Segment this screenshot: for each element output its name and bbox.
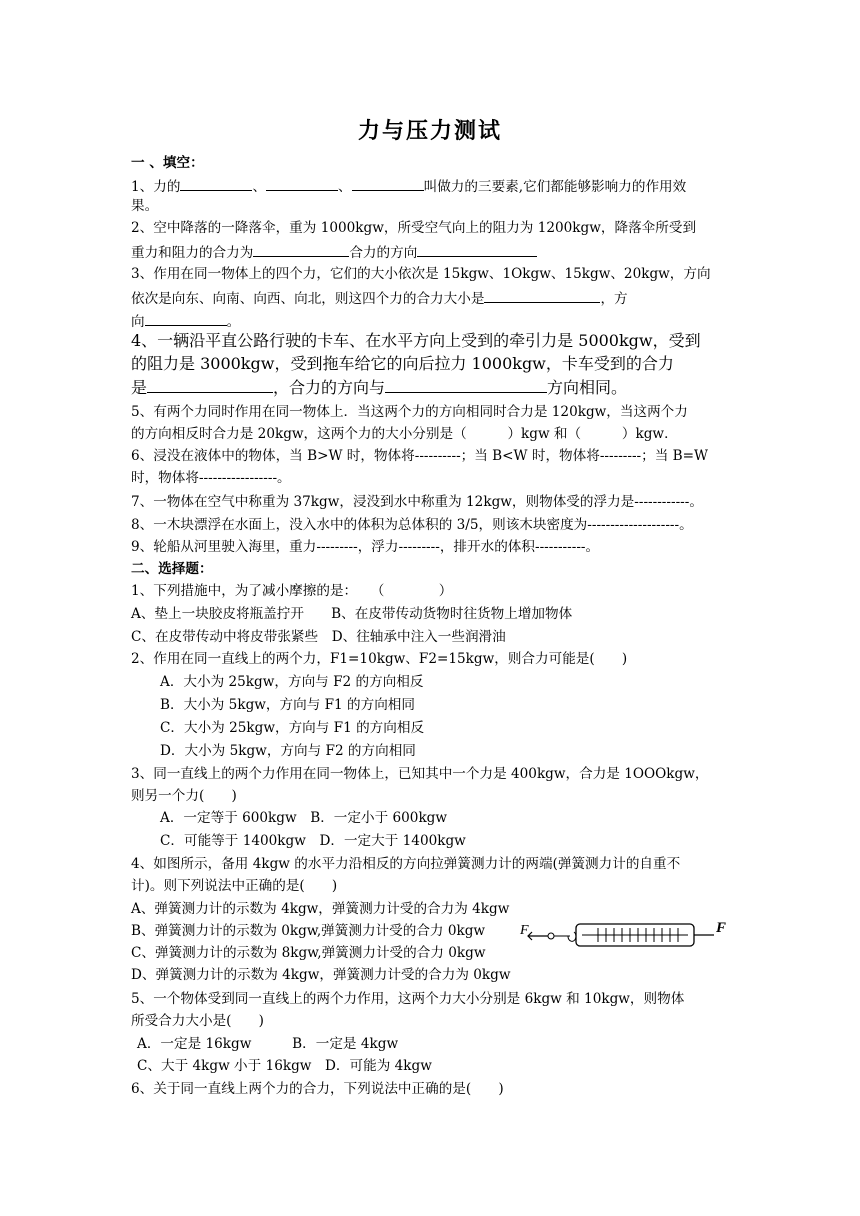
mc-4-option-c: C、弹簧测力计的示数为 8kgw,弹簧测力计受的合力 0kgw: [131, 945, 486, 961]
mc-4-option-b: B、弹簧测力计的示数为 0kgw,弹簧测力计受的合力 0kgw: [131, 923, 486, 939]
force-label-left: F: [520, 923, 529, 938]
q3-prefix: 依次是向东、向南、向西、向北，则这四个力的合力大小是: [131, 291, 485, 307]
q4-blank-1[interactable]: [147, 378, 273, 393]
question-3-line-1: 3、作用在同一物体上的四个力，它们的大小依次是 15kgw、1Okgw、15kgw、20kgw，方向: [131, 266, 711, 282]
q3-prefix-3: 向: [131, 314, 145, 330]
hook-left-icon: [548, 933, 554, 939]
mc-3-stem-1: 3、同一直线上的两个力作用在同一物体上，已知其中一个力是 400kgw，合力是 1OOOkgw，: [131, 766, 709, 782]
question-5-line-2: 的方向相反时合力是 20kgw，这两个力的大小分别是（ ）kgw 和（ ）kgw．: [131, 426, 678, 442]
q3-blank-1[interactable]: [484, 288, 600, 303]
q2-prefix: 重力和阻力的合力为: [131, 245, 254, 261]
q1-sep-2: 、: [338, 179, 352, 195]
q4-mid: ，合力的方向与: [273, 378, 386, 397]
question-1: [131, 176, 686, 196]
question-6-line-1: 6、浸没在液体中的物体，当 B>W 时，物体将----------；当 B<W 时，物体将---------；当 B=W: [131, 448, 709, 464]
q3-suffix-3: 。: [226, 314, 241, 330]
q4-suffix: 方向相同。: [547, 378, 628, 397]
mc-3-options-ab: A．一定等于 600kgw B．一定小于 600kgw: [160, 810, 448, 826]
page-title: 力与压力测试: [357, 119, 502, 144]
question-4-line-1: 4、一辆沿平直公路行驶的卡车、在水平方向上受到的牵引力是 5000kgw，受到: [131, 331, 701, 350]
mc-6-stem: 6、关于同一直线上两个力的合力，下列说法中正确的是( ): [131, 1081, 504, 1097]
question-9: 9、轮船从河里驶入海里，重力---------，浮力---------，排开水的体积-----------。: [131, 539, 600, 555]
spring-scale-figure: [518, 914, 736, 954]
q1-blank-2[interactable]: [266, 176, 338, 191]
q1-blank-1[interactable]: [180, 176, 252, 191]
q1-prefix: 1、力的: [131, 179, 181, 195]
question-6-line-2: 时，物体将-----------------。: [131, 470, 291, 486]
mc-5-stem-1: 5、一个物体受到同一直线上的两个力作用，这两个力大小分别是 6kgw 和 10kgw，则物体: [131, 991, 685, 1007]
q2-blank-2[interactable]: [417, 242, 537, 257]
mc-2-stem: 2、作用在同一直线上的两个力，F1=10kgw、F2=15kgw，则合力可能是( ): [131, 651, 628, 667]
section-heading-fill-in: 一 、填空：: [131, 155, 204, 171]
question-3-line-3: [131, 311, 240, 331]
question-1-cont: 果。: [131, 198, 159, 214]
question-3-line-2: [131, 288, 628, 308]
q3-blank-2[interactable]: [145, 311, 227, 326]
ring-icon: [568, 932, 576, 941]
mc-4-option-d: D、弹簧测力计的示数为 4kgw，弹簧测力计受的合力为 0kgw: [131, 967, 511, 983]
mc-5-options-cd: C、大于 4kgw 小于 16kgw D．可能为 4kgw: [137, 1058, 432, 1074]
question-4-line-2: 的阻力是 3000kgw，受到拖车给它的向后拉力 1000kgw，卡车受到的合力: [131, 354, 674, 373]
question-4-line-3: [131, 378, 627, 397]
mc-5-options-ab: A．一定是 16kgw B．一定是 4kgw: [137, 1036, 399, 1052]
q4-prefix: 是: [131, 378, 148, 397]
q1-blank-3[interactable]: [352, 176, 424, 191]
q3-suffix: ，方: [600, 291, 628, 307]
question-2-line-2: [131, 242, 537, 262]
mc-4-stem-2: 计)。则下列说法中正确的是( ): [131, 878, 338, 894]
mc-2-option-b: B．大小为 5kgw，方向与 F1 的方向相同: [160, 697, 415, 713]
mc-4-stem-1: 4、如图所示，备用 4kgw 的水平力沿相反的方向拉弹簧测力计的两端(弹簧测力计的自重不: [131, 856, 681, 872]
mc-3-options-cd: C．可能等于 1400kgw D．一定大于 1400kgw: [160, 833, 466, 849]
section-heading-multiple-choice: 二、选择题：: [131, 561, 213, 577]
q1-sep-1: 、: [252, 179, 267, 195]
mc-3-stem-2: 则另一个力( ): [131, 788, 237, 804]
mc-2-option-c: C．大小为 25kgw，方向与 F1 的方向相反: [160, 720, 425, 736]
mc-2-option-a: A．大小为 25kgw，方向与 F2 的方向相反: [160, 674, 424, 690]
question-5-line-1: 5、有两个力同时作用在同一物体上．当这两个力的方向相同时合力是 120kgw，当这两个力: [131, 404, 688, 420]
mc-5-stem-2: 所受合力大小是( ): [131, 1013, 264, 1029]
q4-blank-2[interactable]: [385, 378, 547, 393]
mc-2-option-d: D．大小为 5kgw，方向与 F2 的方向相同: [160, 743, 416, 759]
question-8: 8、一木块漂浮在水面上，没入水中的体积为总体积的 3/5，则该木块密度为--------------------。: [131, 517, 693, 533]
mc-1-stem: 1、下列措施中，为了减小摩擦的是： （ ）: [131, 583, 453, 599]
q2-blank-1[interactable]: [253, 242, 349, 257]
question-7: 7、一物体在空气中称重为 37kgw，浸没到水中称重为 12kgw，则物体受的浮力是------------。: [131, 494, 703, 510]
force-label-right: F: [716, 920, 727, 936]
q2-mid: 合力的方向: [349, 245, 418, 261]
q1-suffix: 叫做力的三要素,它们都能够影响力的作用效: [423, 179, 687, 195]
mc-1-options-cd: C、在皮带传动中将皮带张紧些 D、往轴承中注入一些润滑油: [131, 629, 506, 645]
mc-4-option-a: A、弹簧测力计的示数为 4kgw，弹簧测力计受的合力为 4kgw: [131, 901, 510, 917]
question-2-line-1: 2、空中降落的一降落伞，重为 1000kgw，所受空气向上的阻力为 1200kgw，降落伞所受到: [131, 220, 697, 236]
mc-1-options-ab: A、垫上一块胶皮将瓶盖拧开 B、在皮带传动货物时往货物上增加物体: [131, 606, 573, 622]
